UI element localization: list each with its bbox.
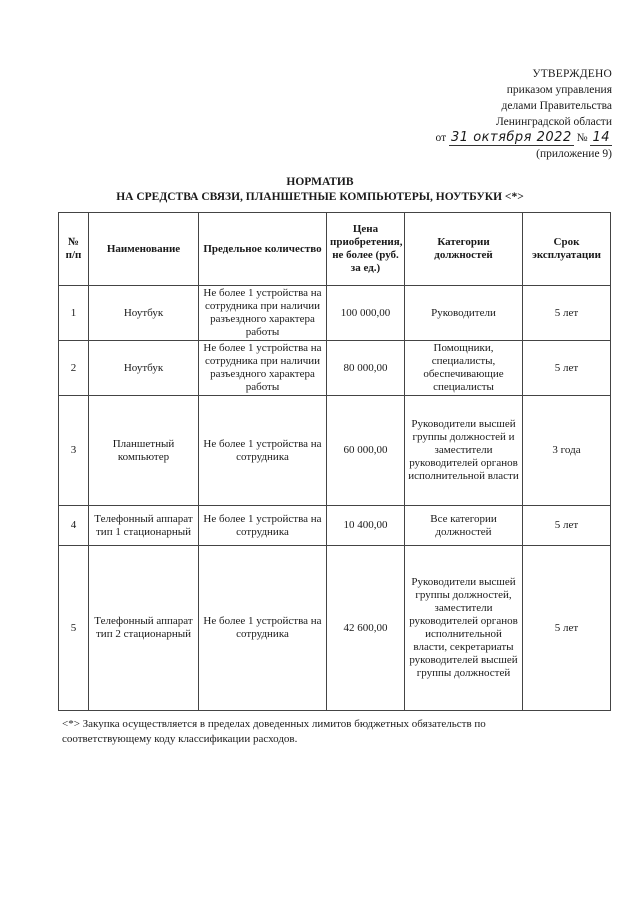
cell-number: 2 (59, 341, 89, 396)
footnote: <*> Закупка осуществляется в пределах доведенных лимитов бюджетных обязательств по соответствующему коду классификации расходов. (62, 718, 486, 745)
cell-categories: Помощники, специалисты, обеспечивающие специалисты (405, 341, 523, 396)
cell-term: 5 лет (523, 341, 611, 396)
appendix-label: (приложение 9) (536, 148, 612, 160)
header-quantity: Предельное количество (199, 213, 327, 286)
cell-quantity: Не более 1 устройства на сотрудника (199, 506, 327, 546)
approval-title: УТВЕРЖДЕНО (532, 68, 612, 80)
heading-line-1: НОРМАТИВ (286, 176, 354, 188)
cell-term: 3 года (523, 396, 611, 506)
header-price: Цена приобретения, не более (руб. за ед.) (327, 213, 405, 286)
heading-line-2: НА СРЕДСТВА СВЯЗИ, ПЛАНШЕТНЫЕ КОМПЬЮТЕРЫ, НОУТБУКИ <*> (116, 191, 524, 203)
table-row (59, 341, 611, 396)
cell-quantity: Не более 1 устройства на сотрудника (199, 546, 327, 711)
cell-price: 60 000,00 (327, 396, 405, 506)
table-row (59, 396, 611, 506)
header-categories: Категории должностей (405, 213, 523, 286)
cell-price: 100 000,00 (327, 286, 405, 341)
number-label: № (576, 132, 588, 144)
cell-categories: Руководители (405, 286, 523, 341)
norm-table (58, 212, 611, 711)
approval-line-2: делами Правительства (501, 100, 612, 112)
cell-categories: Руководители высшей группы должностей, заместители руководителей органов исполнительной власти, секретариаты руководителей высшей группы должностей (405, 546, 523, 711)
cell-quantity: Не более 1 устройства на сотрудника при наличии разъездного характера работы (199, 341, 327, 396)
handwritten-date: 31 октября 2022 (451, 130, 572, 145)
header-term: Срок эксплуатации (523, 213, 611, 286)
cell-categories: Руководители высшей группы должностей и заместители руководителей органов исполнительной власти (405, 396, 523, 506)
cell-term: 5 лет (523, 286, 611, 341)
cell-name: Ноутбук (89, 341, 199, 396)
cell-number: 1 (59, 286, 89, 341)
cell-term: 5 лет (523, 546, 611, 711)
document-heading (0, 175, 640, 205)
cell-name: Планшетный компьютер (89, 396, 199, 506)
cell-price: 10 400,00 (327, 506, 405, 546)
approval-date-line (436, 130, 612, 146)
from-label: от (435, 132, 447, 144)
cell-name: Ноутбук (89, 286, 199, 341)
approval-line-1: приказом управления (506, 84, 612, 96)
header-number: № п/п (59, 213, 89, 286)
header-name: Наименование (89, 213, 199, 286)
approval-block (436, 66, 612, 162)
cell-price: 42 600,00 (327, 546, 405, 711)
cell-quantity: Не более 1 устройства на сотрудника (199, 396, 327, 506)
cell-name: Телефонный аппарат тип 2 стационарный (89, 546, 199, 711)
table-header-row (59, 213, 611, 286)
table-row (59, 546, 611, 711)
cell-price: 80 000,00 (327, 341, 405, 396)
cell-number: 3 (59, 396, 89, 506)
cell-term: 5 лет (523, 506, 611, 546)
approval-line-3: Ленинградской области (495, 116, 612, 128)
handwritten-number: 14 (592, 130, 610, 145)
cell-name: Телефонный аппарат тип 1 стационарный (89, 506, 199, 546)
cell-categories: Все категории должностей (405, 506, 523, 546)
cell-quantity: Не более 1 устройства на сотрудника при наличии разъездного характера работы (199, 286, 327, 341)
cell-number: 4 (59, 506, 89, 546)
table-row (59, 286, 611, 341)
table-row (59, 506, 611, 546)
cell-number: 5 (59, 546, 89, 711)
